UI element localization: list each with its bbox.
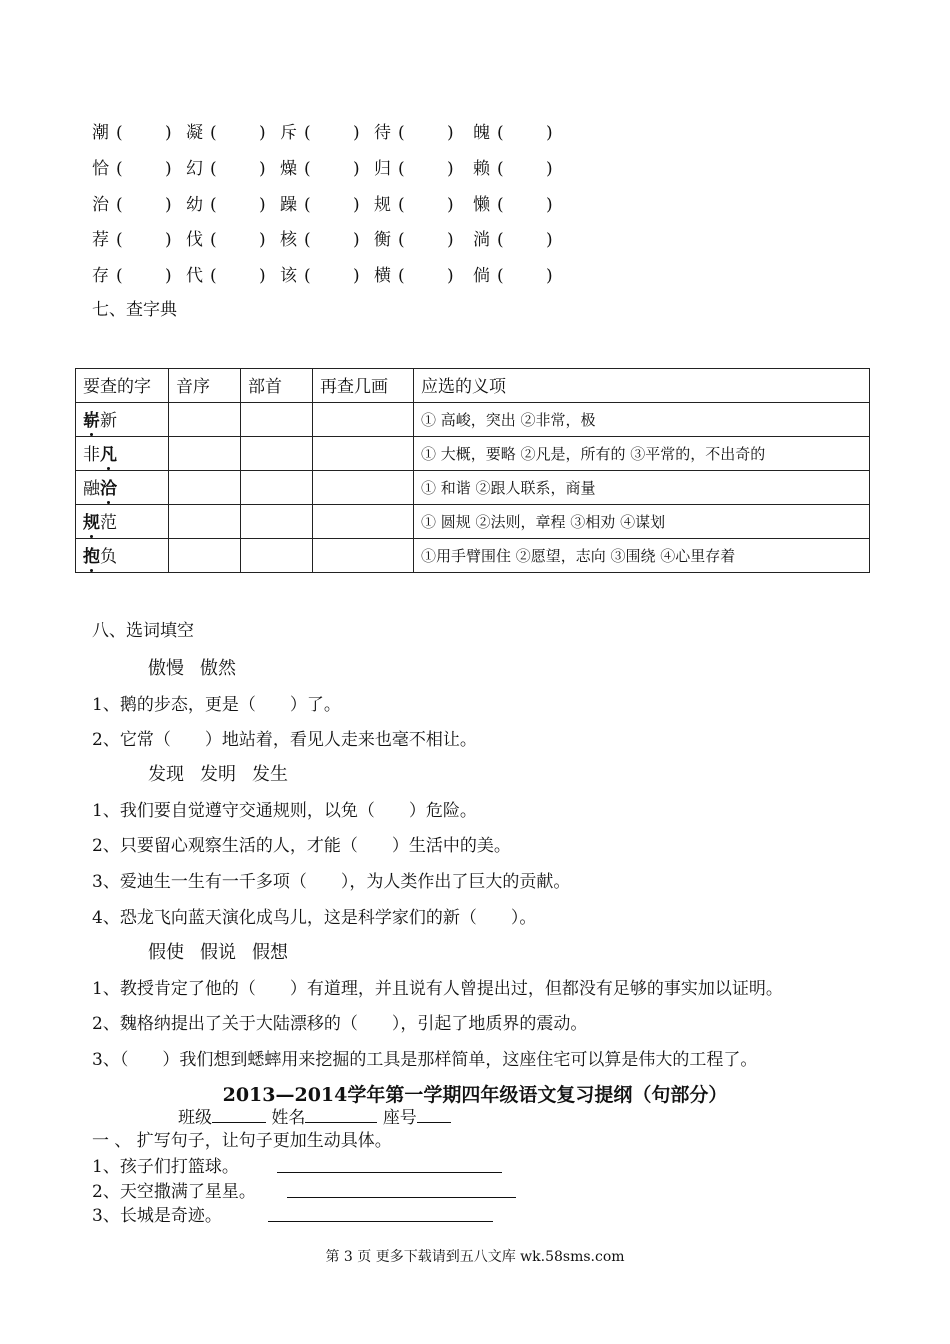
fill-sentence: 2、魏格纳提出了关于大陆漂移的（ ），引起了地质界的震动。 [92, 1014, 588, 1034]
name-blank[interactable] [305, 1106, 377, 1123]
meaning-options: ① 大概，要略 ②凡是，所有的 ③平常的，不出奇的 [414, 437, 870, 471]
lookup-word: 融洽 [76, 471, 169, 505]
word-choices [148, 938, 304, 964]
word-choice: 发现 [148, 764, 184, 785]
dictionary-table [75, 368, 870, 573]
grid-char: 燥 [280, 159, 297, 179]
target-char: 凡 [100, 440, 117, 465]
table-row [76, 505, 870, 539]
grid-char: 待 [374, 123, 391, 143]
fill-sentence: 1、鹅的步态，更是（ ）了。 [92, 695, 341, 715]
grid-char: 规 [374, 195, 391, 215]
grid-char: 倘 [473, 266, 490, 286]
student-info [178, 1106, 451, 1129]
word-choice: 傲然 [200, 658, 236, 679]
word-choice: 假使 [148, 942, 184, 963]
table-header: 部首 [241, 369, 313, 403]
grid-char: 潮 [92, 123, 109, 143]
fill-sentence: 2、它常（ ）地站着，看见人走来也毫不相让。 [92, 730, 477, 750]
answer-cell[interactable] [313, 437, 414, 471]
answer-cell[interactable] [313, 539, 414, 573]
seat-blank[interactable] [417, 1106, 451, 1123]
grid-char: 治 [92, 195, 109, 215]
lookup-word: 规范 [76, 505, 169, 539]
fill-sentence: 3、爱迪生一生有一千多项（ ），为人类作出了巨大的贡献。 [92, 872, 571, 892]
target-char: 崭 [83, 406, 100, 431]
seat-label: 座号 [382, 1108, 417, 1128]
grid-char: 斥 [280, 123, 297, 143]
grid-char: 核 [280, 230, 297, 250]
grid-char: 恰 [92, 159, 109, 179]
grid-char: 幻 [186, 159, 203, 179]
expand-item: 2、天空撒满了星星。 [92, 1182, 256, 1202]
answer-cell[interactable] [241, 471, 313, 505]
meaning-options: ① 高峻，突出 ②非常，极 [414, 403, 870, 437]
meaning-options: ①用手臂围住 ②愿望，志向 ③围绕 ④心里存着 [414, 539, 870, 573]
grid-char: 懒 [473, 195, 490, 215]
grid-char: 荐 [92, 230, 109, 250]
grid-char: 存 [92, 266, 109, 286]
grid-char: 横 [374, 266, 391, 286]
grid-char: 幼 [186, 195, 203, 215]
answer-cell[interactable] [169, 505, 241, 539]
outline-title: 2013—2014学年第一学期四年级语文复习提纲（句部分） [222, 1084, 728, 1106]
answer-line[interactable] [277, 1172, 502, 1173]
fill-sentence: 1、教授肯定了他的（ ）有道理，并且说有人曾提出过，但都没有足够的事实加以证明。 [92, 979, 783, 999]
grid-char: 代 [186, 266, 203, 286]
word-choice: 发生 [252, 764, 288, 785]
grid-char: 伐 [186, 230, 203, 250]
grid-char: 躁 [280, 195, 297, 215]
answer-cell[interactable] [241, 539, 313, 573]
name-label: 姓名 [271, 1108, 306, 1128]
fill-sentence: 1、我们要自觉遵守交通规则，以免（ ）危险。 [92, 801, 477, 821]
answer-cell[interactable] [169, 437, 241, 471]
answer-line[interactable] [287, 1197, 516, 1198]
target-char: 洽 [100, 474, 117, 499]
word-choice: 假说 [200, 942, 236, 963]
lookup-word: 抱负 [76, 539, 169, 573]
answer-cell[interactable] [241, 403, 313, 437]
grid-char: 衡 [374, 230, 391, 250]
answer-cell[interactable] [169, 471, 241, 505]
table-row [76, 539, 870, 573]
table-row [76, 403, 870, 437]
answer-cell[interactable] [241, 437, 313, 471]
fill-sentence: 3、（ ）我们想到蟋蟀用来挖掘的工具是那样简单，这座住宅可以算是伟大的工程了。 [92, 1050, 758, 1070]
table-header-row [76, 369, 870, 403]
table-header: 音序 [169, 369, 241, 403]
meaning-options: ① 和谐 ②跟人联系，商量 [414, 471, 870, 505]
section-7-title: 七、查字典 [92, 300, 177, 320]
meaning-options: ① 圆规 ②法则，章程 ③相劝 ④谋划 [414, 505, 870, 539]
word-choices [148, 760, 304, 786]
answer-line[interactable] [268, 1221, 493, 1222]
section-8-title: 八、选词填空 [92, 621, 194, 641]
grid-char: 淌 [473, 230, 490, 250]
table-row [76, 471, 870, 505]
fill-sentence: 4、恐龙飞向蓝天演化成鸟儿，这是科学家们的新（ ）。 [92, 908, 537, 928]
page-footer: 第 3 页 更多下载请到五八文库 wk.58sms.com [325, 1249, 625, 1265]
target-char: 抱 [83, 542, 100, 567]
grid-char: 该 [280, 266, 297, 286]
word-choice: 假想 [252, 942, 288, 963]
expand-item: 1、孩子们打篮球。 [92, 1157, 239, 1177]
grid-char: 赖 [473, 159, 490, 179]
grid-char: 凝 [186, 123, 203, 143]
table-header: 再查几画 [313, 369, 414, 403]
answer-cell[interactable] [169, 539, 241, 573]
word-choices [148, 654, 252, 680]
word-choice: 傲慢 [148, 658, 184, 679]
answer-cell[interactable] [169, 403, 241, 437]
answer-cell[interactable] [241, 505, 313, 539]
answer-cell[interactable] [313, 471, 414, 505]
table-header: 应选的义项 [414, 369, 870, 403]
lookup-word: 崭新 [76, 403, 169, 437]
class-label: 班级 [178, 1108, 212, 1128]
target-char: 规 [83, 508, 100, 533]
grid-char: 魄 [473, 123, 490, 143]
table-header: 要查的字 [76, 369, 169, 403]
lookup-word: 非凡 [76, 437, 169, 471]
expand-item: 3、长城是奇迹。 [92, 1206, 222, 1226]
grid-char: 归 [374, 159, 391, 179]
answer-cell[interactable] [313, 505, 414, 539]
answer-cell[interactable] [313, 403, 414, 437]
table-row [76, 437, 870, 471]
class-blank[interactable] [212, 1106, 266, 1123]
fill-sentence: 2、只要留心观察生活的人，才能（ ）生活中的美。 [92, 836, 511, 856]
word-choice: 发明 [200, 764, 236, 785]
section-1-title: 一 、 扩写句子，让句子更加生动具体。 [92, 1131, 392, 1151]
